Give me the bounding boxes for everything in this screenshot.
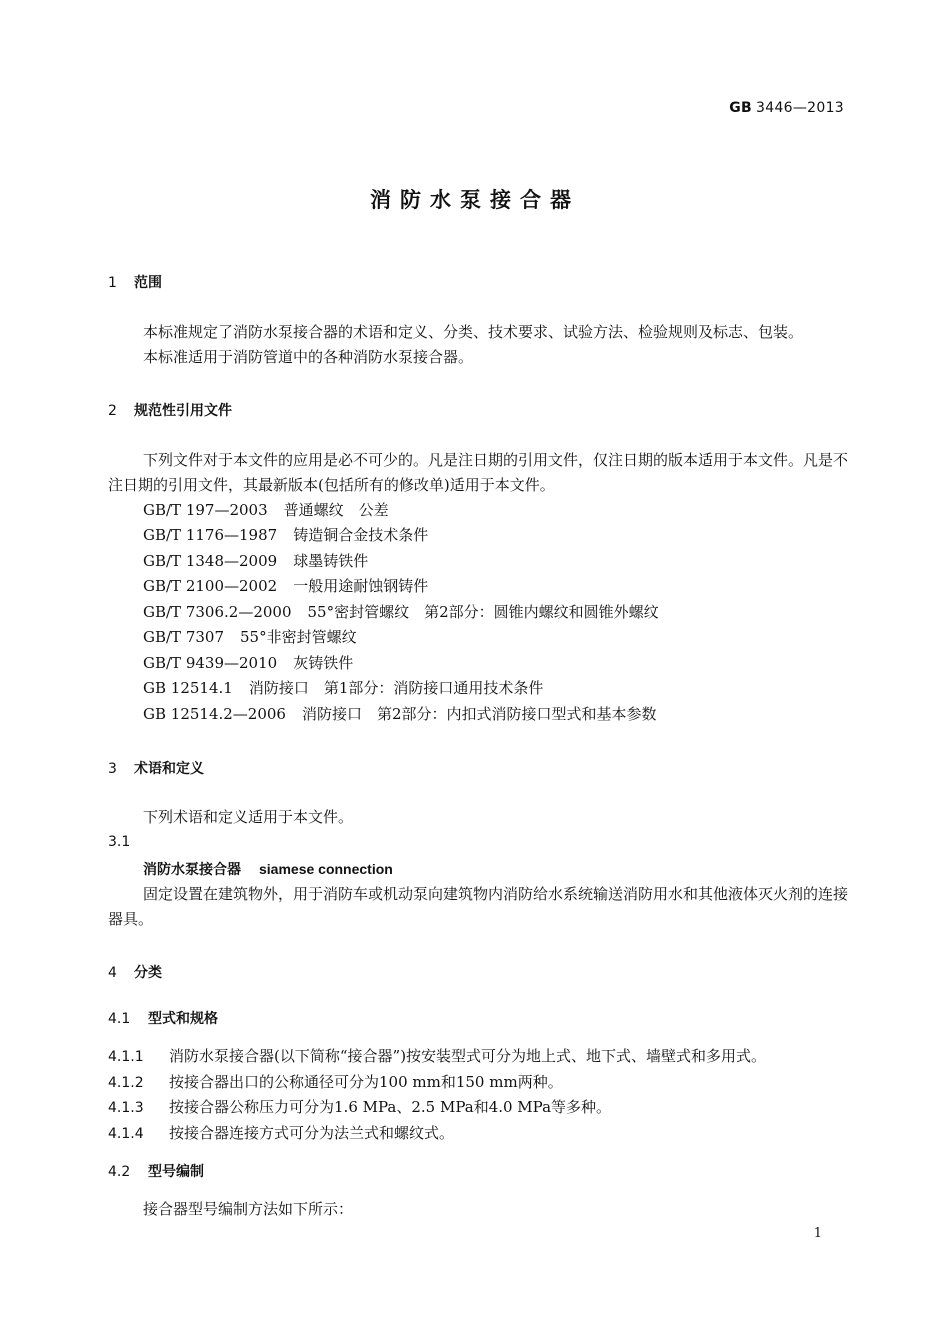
section-4-2-heading: 4.2 型号编制 [108, 1164, 204, 1180]
reference-item: GB/T 7307 55°非密封管螺纹 [143, 628, 357, 646]
section-3-intro: 下列术语和定义适用于本文件。 [143, 808, 354, 826]
section-2-intro: 下列文件对于本文件的应用是必不可少的。凡是注日期的引用文件，仅注日期的版本适用于本文件。凡是不注日期的引用文件，其最新版本(包括所有的修改单)适用于本文件。 [108, 451, 849, 494]
reference-item: GB/T 7306.2—2000 55°密封管螺纹 第2部分：圆锥内螺纹和圆锥外螺纹 [143, 603, 659, 621]
clause-item: 4.1.1 消防水泵接合器(以下简称“接合器”)按安装型式可分为地上式、地下式、墙壁式和多用式。 [108, 1047, 767, 1065]
reference-item: GB/T 1176—1987 铸造铜合金技术条件 [143, 526, 429, 544]
reference-item: GB/T 197—2003 普通螺纹 公差 [143, 501, 389, 519]
section-2-heading: 2 规范性引用文件 [108, 403, 232, 419]
section-4-1-heading: 4.1 型式和规格 [108, 1011, 218, 1027]
standard-prefix: GB [729, 100, 753, 116]
reference-item: GB/T 1348—2009 球墨铸铁件 [143, 552, 369, 570]
term-definition: 固定设置在建筑物外，用于消防车或机动泵向建筑物内消防给水系统输送消防用水和其他液体灭火剂的连接器具。 [108, 885, 849, 928]
page-number: 1 [813, 1226, 822, 1241]
reference-item: GB/T 9439—2010 灰铸铁件 [143, 654, 354, 672]
clause-item: 4.1.4 按接合器连接方式可分为法兰式和螺纹式。 [108, 1124, 455, 1142]
standard-number [729, 100, 844, 116]
clause-item: 4.1.2 按接合器出口的公称通径可分为100 mm和150 mm两种。 [108, 1073, 563, 1091]
term-number: 3.1 [108, 834, 131, 850]
term-name-cn: 消防水泵接合器 [143, 862, 241, 878]
section-3-heading: 3 术语和定义 [108, 761, 204, 777]
section-4-2-intro: 接合器型号编制方法如下所示： [143, 1200, 354, 1218]
section-1-heading: 1 范围 [108, 275, 162, 291]
reference-item: GB 12514.2—2006 消防接口 第2部分：内扣式消防接口型式和基本参数 [143, 705, 657, 723]
section-4-heading: 4 分类 [108, 965, 162, 981]
section-1-paragraph-1: 本标准规定了消防水泵接合器的术语和定义、分类、技术要求、试验方法、检验规则及标志、包装。 [143, 323, 804, 341]
standard-code: 3446—2013 [756, 100, 844, 116]
document-title: 消防水泵接合器 [370, 188, 580, 212]
reference-item: GB/T 2100—2002 一般用途耐蚀钢铸件 [143, 577, 429, 595]
reference-item: GB 12514.1 消防接口 第1部分：消防接口通用技术条件 [143, 679, 544, 697]
term-name-en: siamese connection [259, 861, 393, 877]
section-1-paragraph-2: 本标准适用于消防管道中的各种消防水泵接合器。 [143, 348, 474, 366]
clause-item: 4.1.3 按接合器公称压力可分为1.6 MPa、2.5 MPa和4.0 MPa等多种。 [108, 1098, 612, 1116]
term-name [143, 859, 393, 879]
